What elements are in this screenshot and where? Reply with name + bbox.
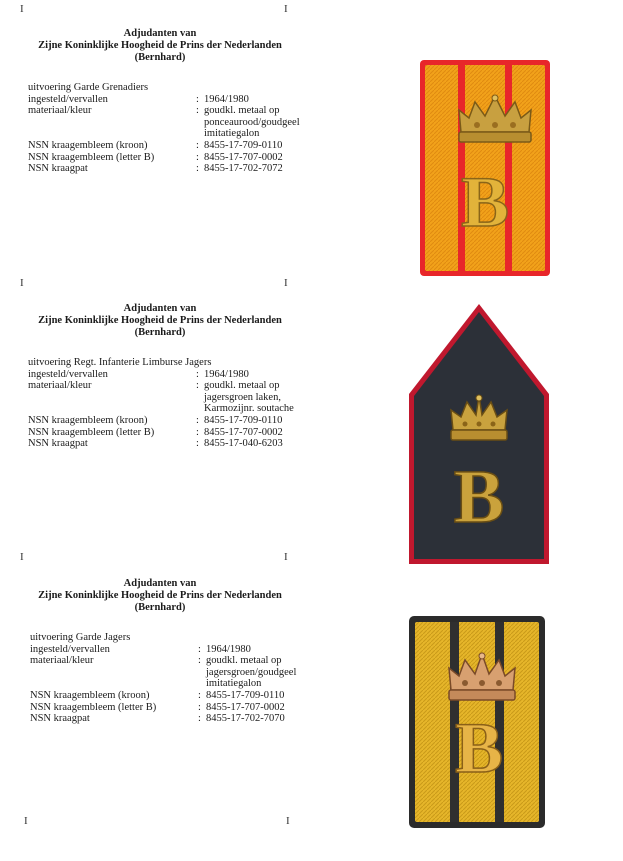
header-line: Adjudanten van <box>123 578 197 589</box>
spec-row <box>30 678 360 690</box>
spec-label: ingesteld/vervallen <box>30 643 110 655</box>
spec-value: jagersgroen laken, <box>204 391 281 403</box>
spec-value: ponceaurood/goudgeel <box>204 116 300 128</box>
spec-row <box>28 128 358 140</box>
spec-label: materiaal/kleur <box>30 655 94 667</box>
spec-list <box>30 632 360 725</box>
spec-label: materiaal/kleur <box>28 105 92 117</box>
spec-colon: : <box>196 163 199 175</box>
spec-label: NSN kraagpat <box>28 163 88 175</box>
spec-list <box>28 82 358 175</box>
spec-list <box>28 357 368 450</box>
spec-row <box>28 163 358 175</box>
spec-colon: : <box>198 689 201 701</box>
spec-value: 8455-17-707-0002 <box>204 426 283 438</box>
spec-row <box>28 357 368 369</box>
spec-row <box>30 702 360 714</box>
spec-row <box>30 644 360 656</box>
spec-value: 8455-17-702-7072 <box>204 163 283 175</box>
spec-colon: : <box>198 655 201 667</box>
spec-row <box>28 105 358 117</box>
spec-value: goudkl. metaal op <box>204 105 280 117</box>
letter-b-emblem: B <box>460 162 510 242</box>
spec-label: ingesteld/vervallen <box>28 368 108 380</box>
page-mark: I <box>284 3 288 15</box>
spec-label: NSN kraagembleem (letter B) <box>28 151 155 163</box>
spec-value: goudkl. metaal op <box>204 380 280 392</box>
spec-label: NSN kraagpat <box>30 713 90 725</box>
header-line: Zijne Koninklijke Hoogheid de Prins der Nederlanden <box>38 315 282 326</box>
spec-label: materiaal/kleur <box>28 380 92 392</box>
spec-row <box>28 152 358 164</box>
collar-patch-garde-grenadiers <box>418 58 552 278</box>
spec-label: NSN kraagembleem (letter B) <box>28 426 155 438</box>
spec-colon: : <box>196 414 199 426</box>
spec-value: goudkl. metaal op <box>206 655 282 667</box>
spec-row <box>30 632 360 644</box>
spec-value: 8455-17-709-0110 <box>206 689 285 701</box>
section-header <box>25 28 295 64</box>
spec-colon: : <box>196 93 199 105</box>
spec-colon: : <box>198 701 201 713</box>
spec-row <box>28 94 358 106</box>
spec-row <box>28 403 368 415</box>
spec-label: NSN kraagembleem (kroon) <box>30 689 150 701</box>
spec-label: NSN kraagembleem (kroon) <box>28 414 148 426</box>
header-line: (Bernhard) <box>134 602 186 613</box>
spec-label: uitvoering Garde Grenadiers <box>28 82 149 93</box>
header-line: Adjudanten van <box>123 303 197 314</box>
spec-row <box>28 427 368 439</box>
spec-colon: : <box>196 151 199 163</box>
spec-value: 8455-17-707-0002 <box>204 151 283 163</box>
spec-row <box>28 380 368 392</box>
spec-value: 8455-17-707-0002 <box>206 701 285 713</box>
spec-value: imitatiegalon <box>204 128 260 140</box>
spec-value: 1964/1980 <box>204 93 249 105</box>
spec-colon: : <box>198 713 201 725</box>
spec-value: imitatiegalon <box>206 678 262 690</box>
section-header <box>25 578 295 614</box>
spec-colon: : <box>196 139 199 151</box>
spec-colon: : <box>196 380 199 392</box>
page-mark: I <box>20 277 24 289</box>
collar-patch-garde-jagers <box>407 614 547 830</box>
spec-row <box>28 392 368 404</box>
spec-colon: : <box>196 438 199 450</box>
spec-label: ingesteld/vervallen <box>28 93 108 105</box>
spec-label: NSN kraagpat <box>28 438 88 450</box>
spec-value: 8455-17-709-0110 <box>204 139 283 151</box>
letter-b-emblem: B <box>453 455 505 539</box>
section-header <box>25 303 295 339</box>
spec-row <box>28 369 368 381</box>
page-mark: I <box>20 551 24 563</box>
header-line: Zijne Koninklijke Hoogheid de Prins der Nederlanden <box>38 590 282 601</box>
header-line: Adjudanten van <box>123 28 197 39</box>
spec-row <box>28 82 358 94</box>
header-line: (Bernhard) <box>134 327 186 338</box>
header-line: (Bernhard) <box>134 52 186 63</box>
spec-value: 8455-17-709-0110 <box>204 414 283 426</box>
spec-value: 1964/1980 <box>204 368 249 380</box>
spec-colon: : <box>196 426 199 438</box>
spec-value: 8455-17-040-6203 <box>204 438 283 450</box>
spec-row <box>30 690 360 702</box>
collar-patch-limburgse-jagers <box>405 302 553 568</box>
page-mark: I <box>284 277 288 289</box>
page-mark: I <box>24 815 28 827</box>
page-mark: I <box>20 3 24 15</box>
spec-value: Karmozijnr. soutache <box>204 403 294 415</box>
spec-label: uitvoering Garde Jagers <box>30 632 131 643</box>
spec-row <box>30 655 360 667</box>
spec-colon: : <box>196 105 199 117</box>
spec-row <box>30 667 360 679</box>
spec-label: NSN kraagembleem (letter B) <box>30 701 157 713</box>
spec-value: 1964/1980 <box>206 643 251 655</box>
spec-colon: : <box>198 643 201 655</box>
spec-label: uitvoering Regt. Infanterie Limburse Jagers <box>28 357 212 368</box>
page-mark: I <box>286 815 290 827</box>
spec-colon: : <box>196 368 199 380</box>
spec-row <box>28 438 368 450</box>
spec-row <box>28 117 358 129</box>
spec-row <box>28 415 368 427</box>
spec-value: jagersgroen/goudgeel <box>206 666 297 678</box>
spec-row <box>30 713 360 725</box>
spec-row <box>28 140 358 152</box>
spec-label: NSN kraagembleem (kroon) <box>28 139 148 151</box>
page-mark: I <box>284 551 288 563</box>
letter-b-emblem: B <box>454 708 504 788</box>
spec-value: 8455-17-702-7070 <box>206 713 285 725</box>
header-line: Zijne Koninklijke Hoogheid de Prins der Nederlanden <box>38 40 282 51</box>
